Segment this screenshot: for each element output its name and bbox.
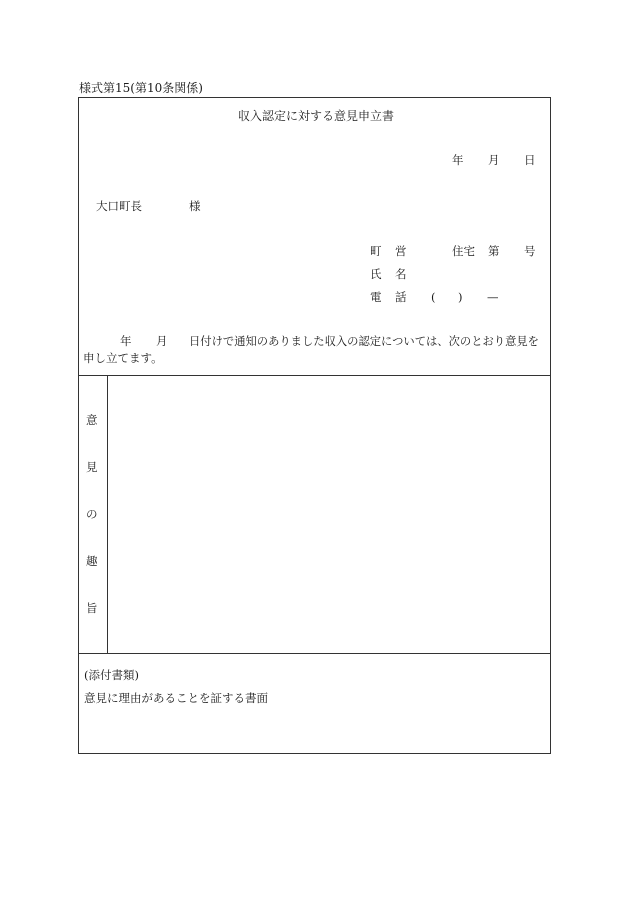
name-label-char-2: 名 — [395, 267, 407, 281]
opinion-label-char-4: 趣 — [86, 554, 98, 568]
date-day-label: 日 — [524, 153, 536, 167]
body-year-label: 年 — [120, 334, 132, 348]
housing-number-suffix: 号 — [524, 244, 536, 258]
date-month-label: 月 — [488, 153, 500, 167]
name-label-char-1: 氏 — [370, 267, 382, 281]
housing-label: 住宅 — [452, 244, 475, 258]
body-text-line-1: 日付けで通知のありました収入の認定については、次のとおり意見を — [189, 335, 539, 348]
addressee-honorific: 様 — [189, 199, 201, 213]
phone-area-open-paren: ( — [431, 290, 436, 304]
phone-dash: — — [487, 290, 499, 304]
date-year-label: 年 — [452, 153, 464, 167]
phone-label-char-2: 話 — [395, 290, 407, 304]
opinion-label-char-5: 旨 — [86, 601, 98, 615]
opinion-label-char-1: 意 — [86, 413, 98, 427]
housing-number-prefix: 第 — [488, 244, 500, 258]
address-label-char-1: 町 — [370, 244, 382, 258]
addressee-name: 大口町長 — [96, 199, 142, 213]
opinion-label-char-3: の — [86, 507, 98, 521]
document-title: 収入認定に対する意見申立書 — [238, 109, 395, 123]
opinion-label-char-2: 見 — [86, 460, 98, 474]
attachments-heading: (添付書類) — [84, 668, 139, 682]
divider-opinion — [78, 653, 551, 654]
body-text-line-2: 申し立てます。 — [83, 351, 163, 365]
body-month-label: 月 — [156, 334, 168, 348]
phone-area-close-paren: ) — [458, 290, 463, 304]
opinion-writing-area[interactable] — [108, 376, 550, 652]
address-label-char-2: 営 — [395, 244, 407, 258]
attachments-item: 意見に理由があることを証する書面 — [84, 691, 268, 705]
form-number-label: 様式第15(第10条関係) — [79, 81, 203, 95]
phone-label-char-1: 電 — [370, 290, 382, 304]
